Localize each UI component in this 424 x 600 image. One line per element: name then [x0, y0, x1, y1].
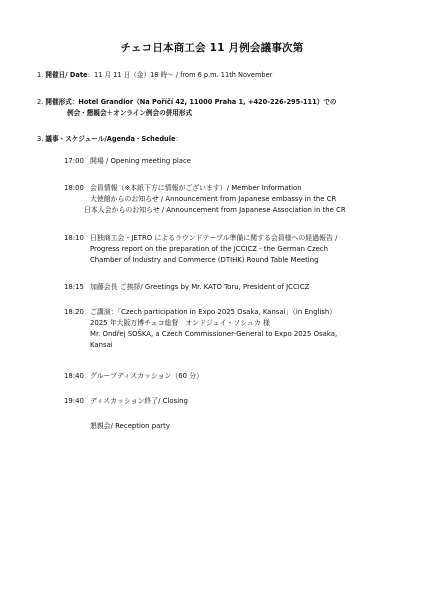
agenda-text: ご講演：「Czech participation in Expo 2025 Osaka, Kansai」（in English） — [90, 308, 337, 316]
agenda-time: 17:00 — [64, 157, 84, 165]
section-suffix: ： — [175, 135, 183, 143]
agenda-time: 18:00 — [64, 184, 84, 192]
agenda-item — [64, 396, 188, 407]
agenda-item — [64, 371, 203, 382]
agenda-text: 会員情報（※本紙下方に情報がございます）/ Member Information — [90, 184, 302, 192]
agenda-time: 19:40 — [64, 397, 84, 405]
section-label: 開催形式： — [45, 98, 79, 106]
agenda-text: Kansai — [90, 341, 113, 349]
section-date — [37, 70, 272, 81]
agenda-text: 懇親会/ Reception party — [90, 422, 170, 430]
agenda-text: Chamber of Industry and Commerce (DTIHK) Round Table Meeting — [90, 256, 319, 264]
agenda-item — [64, 307, 337, 351]
section-value-line2: 例会・懇親会＋オンライン例会の併用形式 — [67, 109, 193, 117]
agenda-text: Mr. Ondřej SOŠKA, a Czech Commissioner-General to Expo 2025 Osaka, — [90, 330, 338, 338]
agenda-text: 大使館からのお知らせ / Announcement from Japanese embassy in the CR — [90, 195, 337, 203]
agenda-text: 日本人会からのお知らせ / Announcement from Japanese Association in the CR — [84, 206, 346, 214]
agenda-text: グループディスカッション（60 分） — [90, 372, 204, 380]
section-value: ：11 月 11 日（金）18 時～ / from 6 p.m. 11th November — [87, 71, 273, 79]
agenda-time: 18:20 — [64, 308, 84, 316]
agenda-time: 18:10 — [64, 234, 84, 242]
agenda-text: 開場 / Opening meeting place — [90, 157, 192, 165]
agenda-text: Progress report on the preparation of the JCCICZ - the German Czech — [90, 245, 328, 253]
section-number: 3. — [37, 135, 44, 143]
section-label: 議事・スケジュール/Agenda・Schedule — [45, 135, 176, 143]
agenda-text: 加藤会長 ご挨拶/ Greetings by Mr. KATO Toru, President of JCCICZ — [90, 283, 310, 291]
agenda-time: 18:15 — [64, 283, 84, 291]
section-agenda — [37, 134, 182, 145]
agenda-item — [64, 233, 337, 266]
section-value: Hotel Grandior（Na Poříčí 42, 11000 Praha 1, +420-226-295-111）での — [78, 98, 337, 106]
document-title: チェコ日本商工会 11 月例会議事次第 — [120, 42, 304, 54]
section-format — [37, 97, 337, 119]
agenda-item — [64, 282, 309, 293]
agenda-time: 18:40 — [64, 372, 84, 380]
agenda-item — [64, 183, 346, 216]
section-label: 開催日/ Date — [45, 71, 88, 79]
agenda-item — [64, 156, 191, 167]
agenda-text: 日独商工会・JETRO によるラウンドテーブル準備に関する会員様への経過報告 / — [90, 234, 338, 242]
agenda-text: 2025 年大阪万博チェコ総督 オンドジェイ・ソシュカ 様 — [90, 319, 270, 327]
agenda-item — [64, 421, 170, 432]
agenda-text: ディスカッション終了/ Closing — [90, 397, 188, 405]
section-number: 2. — [37, 98, 44, 106]
section-number: 1. — [37, 71, 44, 79]
